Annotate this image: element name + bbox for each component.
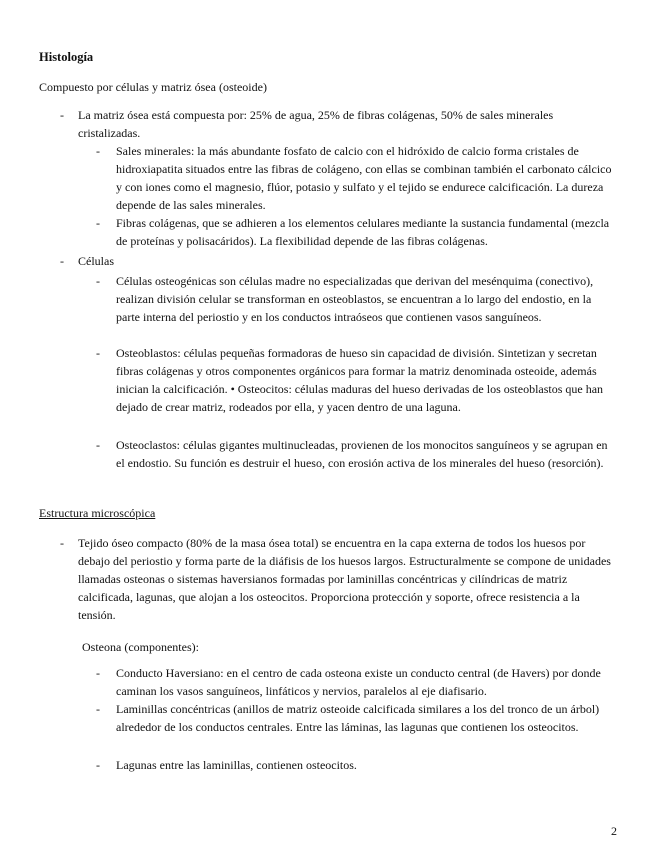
list-item-sales [96,142,618,214]
list-item-laminillas [96,700,618,736]
dash-bullet: - [96,438,100,452]
lagunas-text: Lagunas entre las laminillas, contienen osteocitos. [116,758,357,772]
dash-bullet: - [96,216,100,230]
list-item-compacto [60,534,616,624]
dash-bullet: - [60,254,64,268]
fibras-text: Fibras colágenas, que se adhieren a los elementos celulares mediante la sustancia fundamental (mezcla de proteínas y polisacáridos). La flexibilidad depende de las fibras colágenas. [116,216,610,248]
laminillas-text: Laminillas concéntricas (anillos de matriz osteoide calcificada similares a los del tronco de un árbol) alrededor de los conductos centrales. Entre las láminas, las lagunas que contienen los osteocitos. [116,702,600,734]
section-heading: Estructura microscópica [39,506,156,520]
sales-text: Sales minerales: la más abundante fosfato de calcio con el hidróxido de calcio forma cristales de hidroxiapatita situados entre las fibras de colágeno, con ellas se combinan también el carbonato cálcico y con iones como el magnesio, flúor, potasio y sulfato y el tejido se endurece calcificación. La dureza depende de las sales minerales. [116,144,612,212]
list-item-lagunas [96,756,618,774]
dash-bullet: - [96,144,100,158]
dash-bullet: - [60,108,64,122]
list-item-haversiano [96,664,618,700]
dash-bullet: - [96,758,100,772]
subtitle: Compuesto por células y matriz ósea (osteoide) [39,80,267,94]
osteoblastos-text: Osteoblastos: células pequeñas formadoras de hueso sin capacidad de división. Sintetizan y secretan fibras colágenas y otros componentes orgánicos para formar la matriz denominada osteoide, además inician la calcificación. • Osteocitos: células maduras del hueso derivadas de los osteoblastos que han dejado de crear matriz, rodeados por ella, y yacen dentro de una laguna. [116,346,604,414]
compacto-text: Tejido óseo compacto (80% de la masa ósea total) se encuentra en la capa externa de todos los huesos por debajo del periostio y forma parte de la diáfisis de los huesos largos. Estructuralmente se compone de unidades llamadas osteonas o sistemas haversianos formadas por laminillas concéntricas y cilíndricas de matriz calcificada, lagunas, que alojan a los osteocitos. Proporciona protección y soporte, ofrece resistencia a la tensión. [78,536,611,622]
matriz-text: La matriz ósea está compuesta por: 25% de agua, 25% de fibras colágenas, 50% de sales minerales cristalizadas. [78,108,554,140]
osteona-label: Osteona (componentes): [82,640,199,654]
osteogenicas-text: Células osteogénicas son células madre no especializadas que derivan del mesénquima (conectivo), realizan división celular se transforman en osteoblastos, se encuentran a lo largo del endostio, en la parte interna del periostio y en los conductos intraóseos que contienen vasos sanguíneos. [116,274,594,324]
list-item-osteoclastos [96,436,618,472]
dash-bullet: - [60,536,64,550]
osteoclastos-text: Osteoclastos: células gigantes multinucleadas, provienen de los monocitos sanguíneos y se agrupan en el endostio. Su función es destruir el hueso, con erosión activa de los minerales del hueso (resorción). [116,438,608,470]
dash-bullet: - [96,346,100,360]
page-number: 2 [611,824,617,838]
dash-bullet: - [96,274,100,288]
celulas-text: Células [78,254,114,268]
dash-bullet: - [96,702,100,716]
list-item-osteogenicas [96,272,618,326]
list-item-celulas [60,252,618,270]
list-item-fibras [96,214,618,250]
list-item-osteoblastos [96,344,618,416]
list-item-matriz [60,106,618,142]
haversiano-text: Conducto Haversiano: en el centro de cada osteona existe un conducto central (de Havers) por donde caminan los vasos sanguíneos, linfáticos y nervios, paralelos al eje diafisario. [116,666,601,698]
dash-bullet: - [96,666,100,680]
page-title: Histología [39,50,94,64]
